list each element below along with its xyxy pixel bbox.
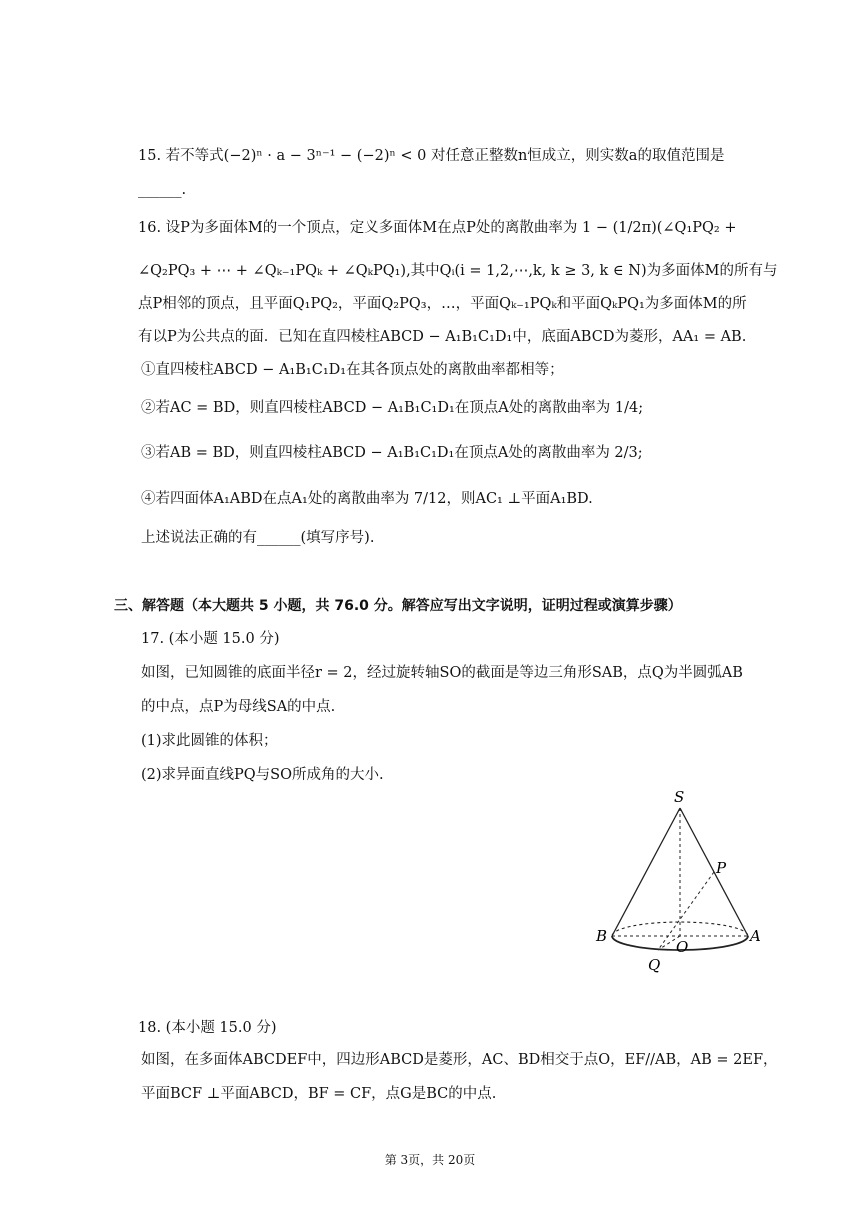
q18-title: 18. (本小题 15.0 分) — [138, 1020, 277, 1036]
label-q: Q — [648, 956, 661, 974]
cone-figure — [590, 782, 770, 982]
q15-line2: ______. — [138, 182, 187, 198]
q17-line2: 的中点，点P为母线SA的中点. — [141, 699, 336, 715]
q16-statement-4: ④若四面体A₁ABD在点A₁处的离散曲率为 7/12，则AC₁ ⊥平面A₁BD. — [141, 491, 593, 507]
label-a: A — [750, 927, 761, 945]
q16-line2: ∠Q₂PQ₃ + ⋯ + ∠Qₖ₋₁PQₖ + ∠QₖPQ₁),其中Qᵢ(i = 1,2,⋯,k, k ≥ 3, k ∈ N)为多面体M的所有与 — [138, 263, 778, 279]
q17-line1: 如图，已知圆锥的底面半径r = 2，经过旋转轴SO的截面是等边三角形SAB，点Q为半圆弧AB — [141, 665, 743, 681]
q16-statement-1: ①直四棱柱ABCD − A₁B₁C₁D₁在其各顶点处的离散曲率都相等； — [141, 362, 564, 378]
q16-line3: 点P相邻的顶点，且平面Q₁PQ₂，平面Q₂PQ₃，…，平面Qₖ₋₁PQₖ和平面QₖPQ₁为多面体M的所 — [138, 296, 747, 312]
page-footer: 第 3页，共 20页 — [384, 1153, 476, 1167]
q18-line1: 如图，在多面体ABCDEF中，四边形ABCD是菱形，AC、BD相交于点O，EF//AB，AB = 2EF， — [141, 1052, 778, 1068]
section-3-heading: 三、解答题（本大题共 5 小题，共 76.0 分。解答应写出文字说明，证明过程或演算步骤） — [114, 598, 682, 614]
q17-title: 17. (本小题 15.0 分) — [141, 631, 280, 647]
cone-generatrix-sb — [612, 808, 680, 936]
label-o: O — [676, 938, 689, 956]
q17-part2: (2)求异面直线PQ与SO所成角的大小. — [141, 767, 384, 783]
q16-statement-3: ③若AB = BD，则直四棱柱ABCD − A₁B₁C₁D₁在顶点A处的离散曲率为 2/3; — [141, 445, 643, 461]
label-p: P — [716, 859, 727, 877]
q15-line1: 15. 若不等式(−2)ⁿ · a − 3ⁿ⁻¹ − (−2)ⁿ < 0 对任意正整数n恒成立，则实数a的取值范围是 — [138, 148, 725, 164]
q17-part1: (1)求此圆锥的体积； — [141, 733, 278, 749]
q16-ask: 上述说法正确的有______(填写序号). — [141, 530, 375, 546]
q16-line4: 有以P为公共点的面．已知在直四棱柱ABCD − A₁B₁C₁D₁中，底面ABCD为菱形，AA₁ = AB. — [138, 329, 747, 345]
label-b: B — [596, 927, 608, 945]
q16-line1: 16. 设P为多面体M的一个顶点，定义多面体M在点P处的离散曲率为 1 − (1/2π)(∠Q₁PQ₂ + — [138, 220, 737, 236]
label-s: S — [674, 788, 685, 806]
q16-statement-2: ②若AC = BD，则直四棱柱ABCD − A₁B₁C₁D₁在顶点A处的离散曲率为 1/4; — [141, 400, 644, 416]
q18-line2: 平面BCF ⊥平面ABCD，BF = CF，点G是BC的中点. — [141, 1086, 497, 1102]
